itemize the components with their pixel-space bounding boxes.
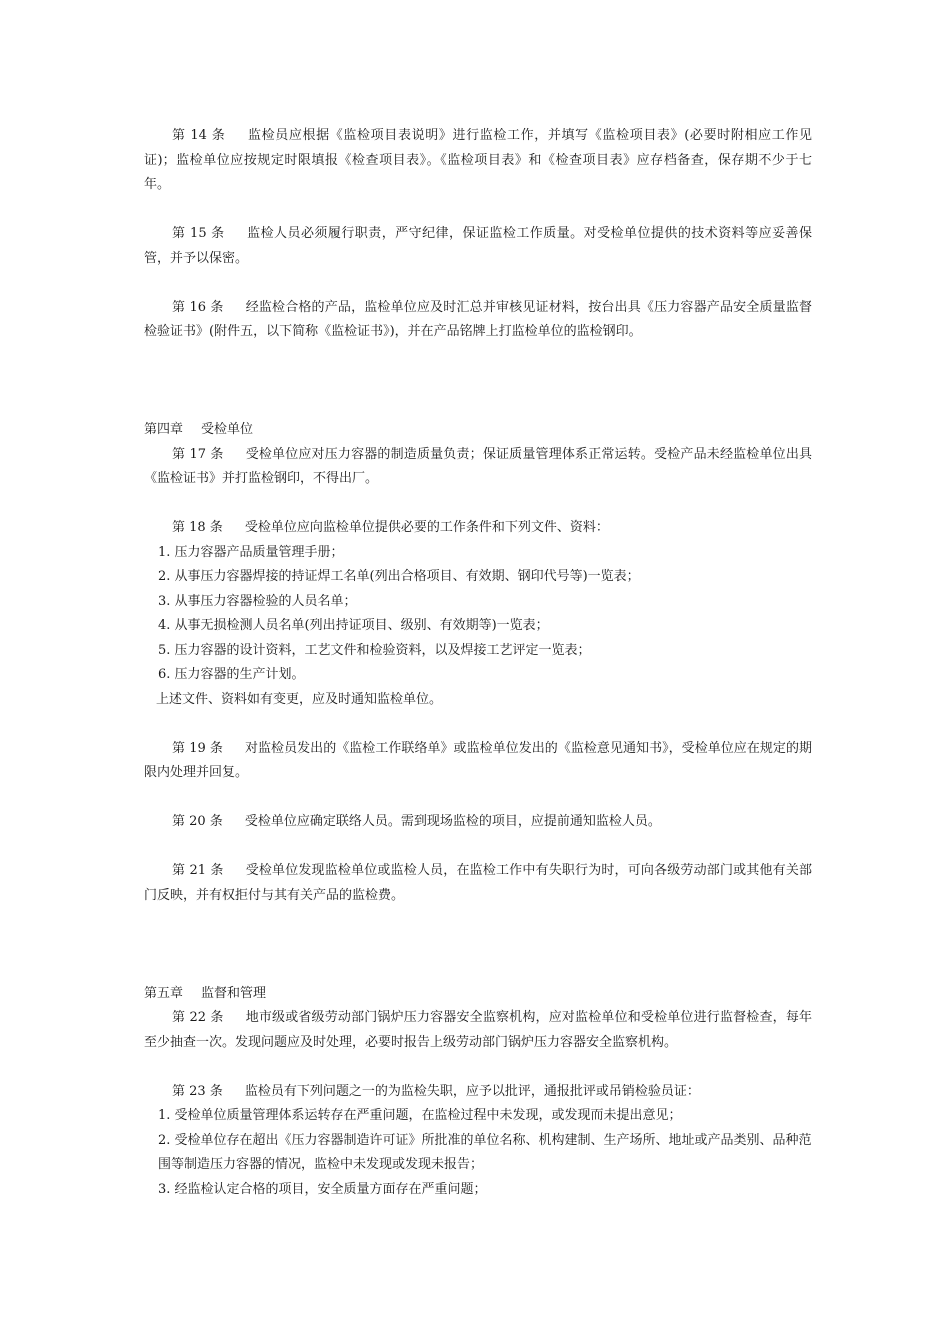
- list-note: 上述文件、资料如有变更，应及时通知监检单位。: [156, 691, 443, 707]
- article-23: [144, 1080, 812, 1105]
- list-item: 2. 受检单位存在超出《压力容器制造许可证》所批准的单位名称、机构建制、生产场所、地址或产品类别、品种范围等制造压力容器的情况，监检中未发现或发现未报告；: [158, 1132, 812, 1172]
- list-item: 4. 从事无损检测人员名单(列出持证项目、级别、有效期等)一览表；: [158, 618, 549, 633]
- article-text: 经监检合格的产品，监检单位应及时汇总并审核见证材料，按台出具《压力容器产品安全质量监督检验证书》(附件五，以下简称《监检证书》)，并在产品铭牌上打监检单位的监检钢印。: [144, 299, 812, 339]
- chapter-4-heading: [144, 418, 812, 443]
- list-item: 1. 压力容器产品质量管理手册；: [158, 544, 344, 560]
- article-number: 第 14 条: [172, 128, 226, 143]
- chapter-number: 第四章: [144, 422, 184, 437]
- article-14: [144, 124, 812, 198]
- list-item: 1. 受检单位质量管理体系运转存在严重问题，在监检过程中未发现，或发现而未提出意见；: [158, 1108, 682, 1123]
- article-number: 第 20 条: [172, 814, 223, 829]
- article-17: [144, 443, 812, 492]
- article-text: 监检员有下列问题之一的为监检失职，应予以批评，通报批评或吊销检验员证：: [244, 1083, 700, 1099]
- article-text: 受检单位应对压力容器的制造质量负责；保证质量管理体系正常运转。受检产品未经监检单位出具《监检证书》并打监检钢印，不得出厂。: [144, 446, 812, 486]
- article-text: 监检员应根据《监检项目表说明》进行监检工作，并填写《监检项目表》(必要时附相应工作见证)；监检单位应按规定时限填报《检查项目表》。《监检项目表》和《检查项目表》应存档备查，保存期不少于七年。: [144, 128, 812, 192]
- article-15: [144, 222, 812, 271]
- chapter-title: 监督和管理: [201, 985, 267, 1001]
- list-item: 5. 压力容器的设计资料，工艺文件和检验资料，以及焊接工艺评定一览表；: [158, 642, 591, 658]
- chapter-number: 第五章: [144, 985, 184, 1001]
- article-text: 对监检员发出的《监检工作联络单》或监检单位发出的《监检意见通知书》，受检单位应在规定的期限内处理并回复。: [144, 740, 812, 780]
- article-number: 第 19 条: [172, 740, 223, 756]
- article-text: 受检单位发现监检单位或监检人员，在监检工作中有失职行为时，可向各级劳动部门或其他有关部门反映，并有权拒付与其有关产品的监检费。: [144, 863, 812, 903]
- article-number: 第 16 条: [172, 299, 224, 315]
- article-text: 受检单位应向监检单位提供必要的工作条件和下列文件、资料：: [244, 520, 609, 535]
- article-20: [144, 810, 812, 835]
- article-number: 第 21 条: [172, 863, 224, 878]
- article-text: 受检单位应确定联络人员。需到现场监检的项目，应提前通知监检人员。: [244, 814, 661, 829]
- list-item: 6. 压力容器的生产计划。: [158, 667, 305, 682]
- list-item: 3. 从事压力容器检验的人员名单；: [158, 593, 357, 609]
- article-18: [144, 516, 812, 541]
- article-text: 地市级或省级劳动部门锅炉压力容器安全监察机构，应对监检单位和受检单位进行监督检查，每年至少抽查一次。发现问题应及时处理，必要时报告上级劳动部门锅炉压力容器安全监察机构。: [144, 1010, 812, 1050]
- article-text: 监检人员必须履行职责，严守纪律，保证监检工作质量。对受检单位提供的技术资料等应妥善保管，并予以保密。: [144, 226, 812, 266]
- article-16: [144, 296, 812, 345]
- article-number: 第 23 条: [172, 1083, 223, 1099]
- chapter-title: 受检单位: [201, 422, 254, 437]
- article-number: 第 17 条: [172, 446, 224, 462]
- document-body: [144, 124, 812, 1202]
- article-22: [144, 1006, 812, 1055]
- list-item: 3. 经监检认定合格的项目，安全质量方面存在严重问题；: [158, 1181, 487, 1197]
- article-number: 第 22 条: [172, 1010, 224, 1025]
- chapter-5-heading: [144, 982, 812, 1007]
- article-21: [144, 859, 812, 908]
- list-item: 2. 从事压力容器焊接的持证焊工名单(列出合格项目、有效期、钢印代号等)一览表；: [158, 569, 640, 584]
- article-number: 第 15 条: [172, 226, 225, 241]
- article-19: [144, 737, 812, 786]
- article-number: 第 18 条: [172, 520, 223, 535]
